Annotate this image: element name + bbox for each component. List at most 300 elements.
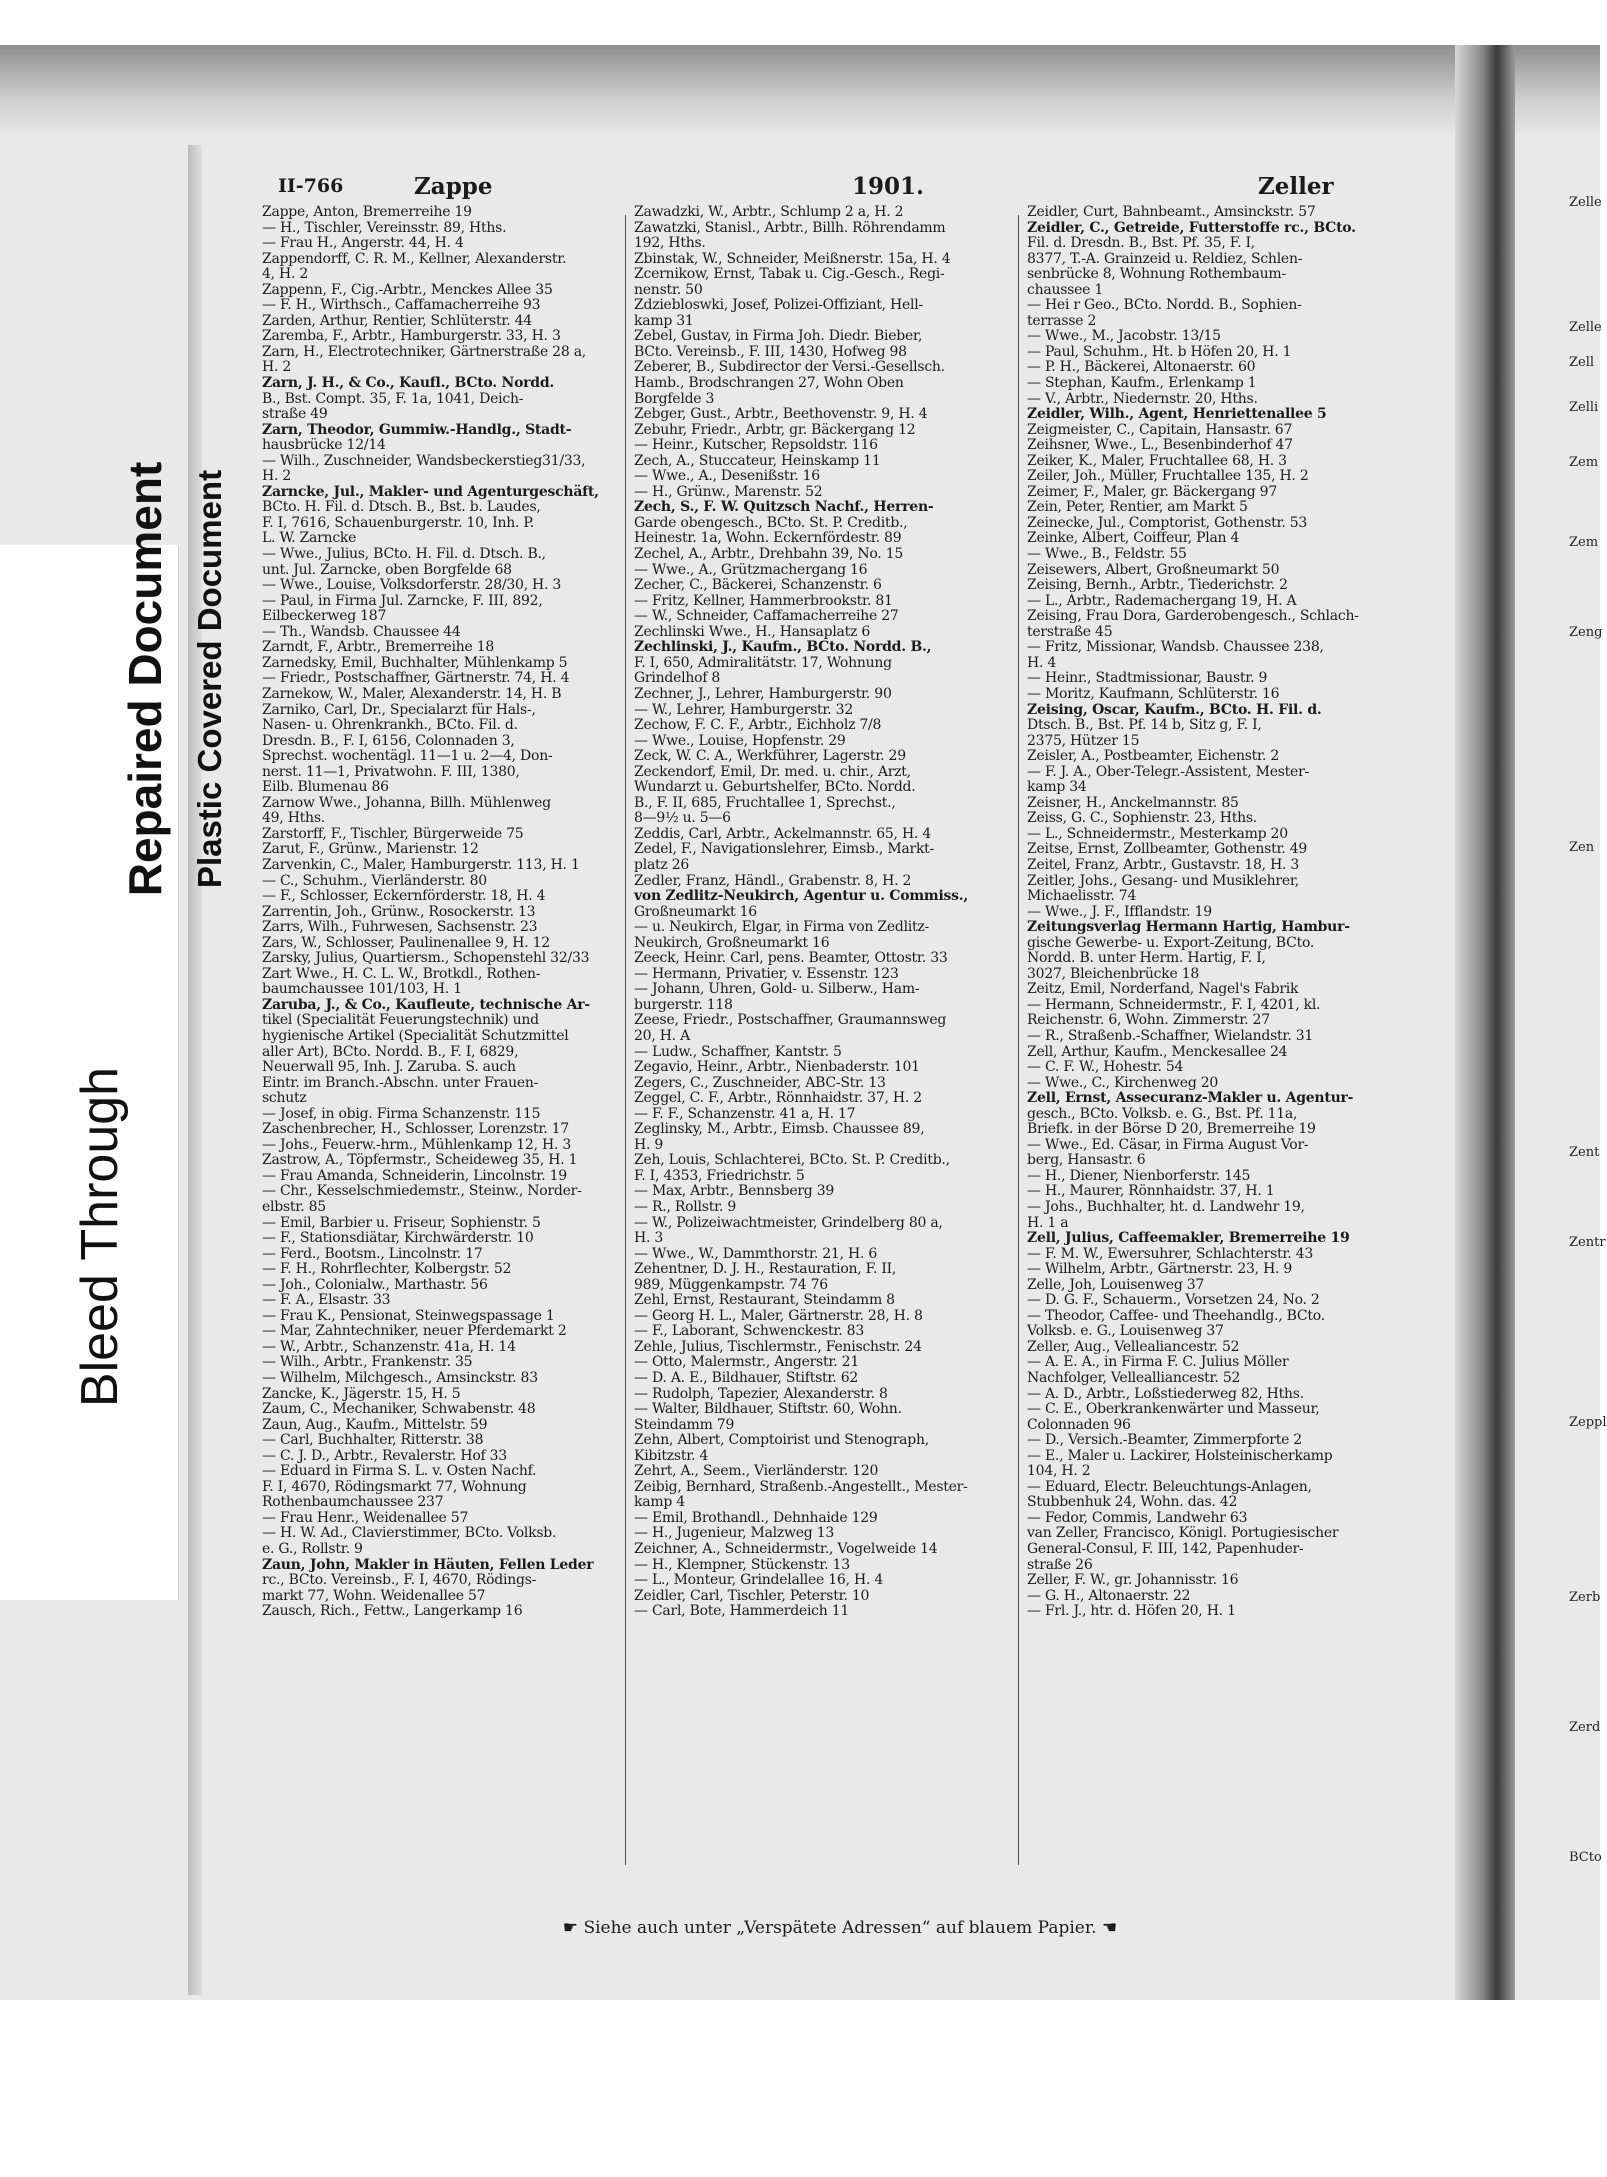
directory-line: — Wwe., C., Kirchenweg 20 bbox=[1027, 1074, 1219, 1091]
directory-line: Zechner, J., Lehrer, Hamburgerstr. 90 bbox=[634, 685, 892, 702]
directory-line: kamp 4 bbox=[634, 1494, 685, 1511]
directory-line: Dresdn. B., F. I, 6156, Colonnaden 3, bbox=[262, 732, 515, 749]
directory-line: Zaruba, J., & Co., Kaufleute, technische Ar- bbox=[262, 996, 590, 1013]
directory-line: Zeller, F. W., gr. Johannisstr. 16 bbox=[1027, 1572, 1239, 1589]
directory-line: Grindelhof 8 bbox=[634, 670, 721, 687]
directory-line: Zawatzki, Stanisl., Arbtr., Billh. Röhrendamm bbox=[634, 219, 946, 236]
directory-line: schutz bbox=[262, 1090, 307, 1107]
directory-line: Zarnow Wwe., Johanna, Billh. Mühlenweg bbox=[262, 794, 551, 811]
directory-line: H. 1 a bbox=[1027, 1214, 1069, 1231]
directory-line: — F., Laborant, Schwenckestr. 83 bbox=[634, 1323, 864, 1340]
directory-line: Zeisner, H., Anckelmannstr. 85 bbox=[1027, 794, 1239, 811]
directory-line: Zeichner, A., Schneidermstr., Vogelweide 14 bbox=[634, 1541, 938, 1558]
directory-line: Reichenstr. 6, Wohn. Zimmerstr. 27 bbox=[1027, 1012, 1270, 1029]
page-number: II-766 bbox=[278, 175, 344, 197]
directory-line: — F. M. W., Ewersuhrer, Schlachterstr. 43 bbox=[1027, 1245, 1314, 1262]
directory-line: Zell, Ernst, Assecuranz-Makler u. Agentur- bbox=[1027, 1090, 1354, 1107]
directory-line: Zawadzki, W., Arbtr., Schlump 2 a, H. 2 bbox=[634, 204, 904, 220]
directory-line: Zeck, W. C. A., Werkführer, Lagerstr. 29 bbox=[634, 748, 906, 765]
directory-line: F. I, 7616, Schauenburgerstr. 10, Inh. P. bbox=[262, 514, 534, 531]
right-keyword: Zeller bbox=[1258, 173, 1334, 200]
directory-line: Zeitungsverlag Hermann Hartig, Hambur- bbox=[1027, 919, 1350, 936]
directory-line: nenstr. 50 bbox=[634, 281, 703, 298]
directory-line: Zechow, F. C. F., Arbtr., Eichholz 7/8 bbox=[634, 717, 882, 734]
directory-line: terrasse 2 bbox=[1027, 312, 1097, 329]
directory-line: H. 4 bbox=[1027, 654, 1057, 671]
directory-line: — Heinr., Kutscher, Repsoldstr. 116 bbox=[634, 437, 878, 454]
directory-line: Zebel, Gustav, in Firma Joh. Diedr. Bieber, bbox=[634, 328, 923, 345]
directory-line: — F. F., Schanzenstr. 41 a, H. 17 bbox=[634, 1105, 856, 1122]
directory-line: Zaschenbrecher, H., Schlosser, Lorenzstr. 17 bbox=[262, 1121, 569, 1138]
column-rule bbox=[1018, 215, 1019, 1865]
directory-line: — Paul, in Firma Jul. Zarncke, F. III, 892, bbox=[262, 592, 543, 609]
directory-line: Zeckendorf, Emil, Dr. med. u. chir., Arzt, bbox=[634, 763, 911, 780]
directory-line: gesch., BCto. Volksb. e. G., Bst. Pf. 11a, bbox=[1027, 1105, 1298, 1122]
directory-line: — Fritz, Kellner, Hammerbrookstr. 81 bbox=[634, 592, 893, 609]
directory-line: — Chr., Kesselschmiedemstr., Steinw., Norder- bbox=[262, 1183, 582, 1200]
directory-line: — Th., Wandsb. Chaussee 44 bbox=[262, 623, 461, 640]
directory-line: — Carl, Bote, Hammerdeich 11 bbox=[634, 1603, 850, 1620]
directory-line: Zeggel, C. F., Arbtr., Rönnhaidstr. 37, H. 2 bbox=[634, 1090, 922, 1107]
directory-line: Wundarzt u. Geburtshelfer, BCto. Nordd. bbox=[634, 779, 916, 796]
directory-line: Hamb., Brodschrangen 27, Wohn Oben bbox=[634, 375, 904, 392]
directory-line: Borgfelde 3 bbox=[634, 390, 715, 407]
directory-line: baumchaussee 101/103, H. 1 bbox=[262, 981, 462, 998]
directory-line: Zell, Julius, Caffeemakler, Bremerreihe 19 bbox=[1027, 1230, 1350, 1247]
directory-line: terstraße 45 bbox=[1027, 623, 1113, 640]
directory-line: — Hermann, Schneidermstr., F. I, 4201, kl. bbox=[1027, 996, 1321, 1013]
directory-line: Zappe, Anton, Bremerreihe 19 bbox=[262, 204, 472, 220]
directory-line: — Wwe., A., Desenißstr. 16 bbox=[634, 468, 820, 485]
directory-line: Nasen- u. Ohrenkrankh., BCto. Fil. d. bbox=[262, 717, 518, 734]
directory-line: Zeidler, C., Getreide, Futterstoffe rc., BCto. bbox=[1027, 219, 1356, 236]
directory-line: Zeinecke, Jul., Comptorist, Gothenstr. 53 bbox=[1027, 514, 1308, 531]
directory-line: — W., Lehrer, Hamburgerstr. 32 bbox=[634, 701, 853, 718]
directory-line: — Walter, Bildhauer, Stiftstr. 60, Wohn. bbox=[634, 1401, 902, 1418]
directory-line: — u. Neukirch, Elgar, in Firma von Zedlitz- bbox=[634, 919, 930, 936]
directory-line: Zeigmeister, C., Capitain, Hansastr. 67 bbox=[1027, 421, 1293, 438]
directory-line: Stubbenhuk 24, Wohn. das. 42 bbox=[1027, 1494, 1238, 1511]
facing-page-fragment: Zeppl bbox=[1569, 1415, 1607, 1430]
directory-line: BCto. Vereinsb., F. III, 1430, Hofweg 98 bbox=[634, 343, 907, 360]
directory-line: Zarn, H., Electrotechniker, Gärtnerstraße 28 a, bbox=[262, 343, 586, 360]
directory-line: Zech, A., Stuccateur, Heinskamp 11 bbox=[634, 452, 881, 469]
directory-line: Michaelisstr. 74 bbox=[1027, 888, 1137, 905]
directory-line: 20, H. A bbox=[634, 1027, 690, 1044]
directory-line: — R., Rollstr. 9 bbox=[634, 1199, 737, 1215]
directory-line: — F. J. A., Ober-Telegr.-Assistent, Mester- bbox=[1027, 763, 1309, 780]
directory-line: — Wilh., Zuschneider, Wandsbeckerstieg31/33, bbox=[262, 452, 586, 469]
directory-line: — Emil, Barbier u. Friseur, Sophienstr. 5 bbox=[262, 1214, 541, 1231]
directory-line: — C. J. D., Arbtr., Revalerstr. Hof 33 bbox=[262, 1447, 507, 1464]
directory-line: — Wilh., Arbtr., Frankenstr. 35 bbox=[262, 1354, 473, 1371]
directory-line: Neuerwall 95, Inh. J. Zaruba. S. auch bbox=[262, 1059, 516, 1076]
directory-line: Zancke, K., Jägerstr. 15, H. 5 bbox=[262, 1385, 461, 1402]
directory-line: — Hermann, Privatier, v. Essenstr. 123 bbox=[634, 965, 899, 982]
directory-line: BCto. H. Fil. d. Dtsch. B., Bst. b. Laudes, bbox=[262, 499, 541, 516]
directory-line: — Frau Henr., Weidenallee 57 bbox=[262, 1509, 469, 1526]
directory-line: Zell, Arthur, Kaufm., Menckesallee 24 bbox=[1027, 1043, 1288, 1060]
directory-line: — Frl. J., htr. d. Höfen 20, H. 1 bbox=[1027, 1603, 1236, 1620]
directory-line: 989, Müggenkampstr. 74 76 bbox=[634, 1276, 828, 1293]
directory-line: Zbinstak, W., Schneider, Meißnerstr. 15a, H. 4 bbox=[634, 250, 951, 267]
directory-line: Sprechst. wochentägl. 11—1 u. 2—4, Don- bbox=[262, 748, 553, 765]
directory-line: — E., Maler u. Lackirer, Holsteinischerkamp bbox=[1027, 1447, 1333, 1464]
directory-line: — Carl, Buchhalter, Ritterstr. 38 bbox=[262, 1432, 484, 1449]
directory-line: — F., Stationsdiätar, Kirchwärderstr. 10 bbox=[262, 1230, 534, 1247]
directory-line: — R., Straßenb.-Schaffner, Wielandstr. 31 bbox=[1027, 1027, 1314, 1044]
directory-line: General-Consul, F. III, 142, Papenhuder- bbox=[1027, 1541, 1304, 1558]
directory-line: Zeitz, Emil, Norderfand, Nagel's Fabrik bbox=[1027, 981, 1299, 998]
directory-line: — Mar, Zahntechniker, neuer Pferdemarkt 2 bbox=[262, 1323, 567, 1340]
footer-text: Siehe auch unter „Verspätete Adressen“ auf blauem Papier. bbox=[583, 1918, 1097, 1938]
directory-line: — Fedor, Commis, Landwehr 63 bbox=[1027, 1509, 1248, 1526]
directory-line: — D. A. E., Bildhauer, Stiftstr. 62 bbox=[634, 1370, 859, 1387]
directory-line: Zaun, John, Makler in Häuten, Fellen Leder bbox=[262, 1556, 594, 1573]
directory-line: Eintr. im Branch.-Abschn. unter Frauen- bbox=[262, 1074, 539, 1091]
directory-line: — Max, Arbtr., Bennsberg 39 bbox=[634, 1183, 835, 1200]
facing-page-fragment: Zelli bbox=[1569, 400, 1599, 415]
directory-line: L. W. Zarncke bbox=[262, 530, 357, 547]
directory-line: — A. D., Arbtr., Loßstiederweg 82, Hths. bbox=[1027, 1385, 1304, 1402]
directory-line: Zeimer, F., Maler, gr. Bäckergang 97 bbox=[1027, 483, 1277, 500]
directory-line: rc., BCto. Vereinsb., F. I, 4670, Rödings- bbox=[262, 1572, 537, 1589]
directory-line: — L., Arbtr., Rademachergang 19, H. A bbox=[1027, 592, 1297, 609]
directory-line: Zeitse, Ernst, Zollbeamter, Gothenstr. 49 bbox=[1027, 841, 1308, 858]
facing-page-fragment: Zelle bbox=[1569, 320, 1602, 335]
directory-line: Zeinke, Albert, Coiffeur, Plan 4 bbox=[1027, 530, 1240, 547]
directory-line: Zeidler, Wilh., Agent, Henriettenallee 5 bbox=[1027, 406, 1327, 423]
directory-line: — Johann, Uhren, Gold- u. Silberw., Ham- bbox=[634, 981, 920, 998]
directory-line: — Rudolph, Tapezier, Alexanderstr. 8 bbox=[634, 1385, 888, 1402]
directory-line: Zarncke, Jul., Makler- und Agenturgeschäft, bbox=[262, 483, 599, 500]
directory-line: Zarden, Arthur, Rentier, Schlüterstr. 44 bbox=[262, 312, 532, 329]
directory-line: B., Bst. Compt. 35, F. 1a, 1041, Deich- bbox=[262, 390, 524, 407]
directory-line: Zarndt, F., Arbtr., Bremerreihe 18 bbox=[262, 639, 495, 656]
directory-line: — Hei r Geo., BCto. Nordd. B., Sophien- bbox=[1027, 297, 1302, 314]
directory-line: Zarsky, Julius, Quartiersm., Schopenstehl 32/33 bbox=[262, 950, 590, 967]
directory-line: Zarnedsky, Emil, Buchhalter, Mühlenkamp 5 bbox=[262, 654, 568, 671]
directory-line: H. 2 bbox=[262, 468, 292, 485]
directory-line: Zeese, Friedr., Postschaffner, Graumannsweg bbox=[634, 1012, 947, 1029]
directory-line: — H., Tischler, Vereinsstr. 89, Hths. bbox=[262, 219, 507, 236]
directory-line: Zecher, C., Bäckerei, Schanzenstr. 6 bbox=[634, 577, 882, 594]
directory-line: Zeglinsky, M., Arbtr., Eimsb. Chaussee 89, bbox=[634, 1121, 925, 1138]
directory-line: Zarniko, Carl, Dr., Specialarzt für Hals-, bbox=[262, 701, 536, 718]
directory-line: Zarrentin, Joh., Grünw., Rosockerstr. 13 bbox=[262, 903, 536, 920]
directory-line: — F. H., Rohrflechter, Kolbergstr. 52 bbox=[262, 1261, 512, 1278]
directory-line: — Stephan, Kaufm., Erlenkamp 1 bbox=[1027, 375, 1257, 392]
directory-line: berg, Hansastr. 6 bbox=[1027, 1152, 1146, 1169]
directory-line: Zechlinski, J., Kaufm., BCto. Nordd. B., bbox=[634, 639, 932, 656]
directory-line: — Wwe., W., Dammthorstr. 21, H. 6 bbox=[634, 1245, 877, 1262]
directory-line: Zeising, Frau Dora, Garderobengesch., Schlach- bbox=[1027, 608, 1359, 625]
directory-line: Rothenbaumchaussee 237 bbox=[262, 1494, 444, 1511]
directory-line: F. I, 4353, Friedrichstr. 5 bbox=[634, 1167, 805, 1184]
directory-line: — Ludw., Schaffner, Kantstr. 5 bbox=[634, 1043, 842, 1060]
directory-line: — Otto, Malermstr., Angerstr. 21 bbox=[634, 1354, 859, 1371]
directory-line: — Theodor, Caffee- und Theehandlg., BCto. bbox=[1027, 1307, 1325, 1324]
directory-line: Zaum, C., Mechaniker, Schwabenstr. 48 bbox=[262, 1401, 536, 1418]
directory-line: — Wilhelm, Arbtr., Gärtnerstr. 23, H. 9 bbox=[1027, 1261, 1293, 1278]
directory-line: 8—9½ u. 5—6 bbox=[634, 810, 731, 827]
directory-line: — W., Polizeiwachtmeister, Grindelberg 80 a, bbox=[634, 1214, 943, 1231]
directory-line: Volksb. e. G., Louisenweg 37 bbox=[1027, 1323, 1224, 1340]
directory-line: Zeiker, K., Maler, Fruchtallee 68, H. 3 bbox=[1027, 452, 1287, 469]
directory-line: — H. W. Ad., Clavierstimmer, BCto. Volksb. bbox=[262, 1525, 557, 1542]
directory-line: Zdziebloswki, Josef, Polizei-Offiziant, Hell- bbox=[634, 297, 923, 314]
directory-line: — Wwe., Ed. Cäsar, in Firma August Vor- bbox=[1027, 1136, 1309, 1153]
directory-line: — C. F. W., Hohestr. 54 bbox=[1027, 1059, 1184, 1076]
directory-line: — Moritz, Kaufmann, Schlüterstr. 16 bbox=[1027, 685, 1280, 702]
directory-line: Fil. d. Dresdn. B., Bst. Pf. 35, F. I, bbox=[1027, 235, 1255, 252]
directory-line: von Zedlitz-Neukirch, Agentur u. Commiss., bbox=[634, 888, 969, 905]
directory-line: 49, Hths. bbox=[262, 810, 325, 827]
directory-line: — Wwe., A., Grützmachergang 16 bbox=[634, 561, 868, 578]
directory-line: Zeiss, G. C., Sophienstr. 23, Hths. bbox=[1027, 810, 1258, 827]
directory-line: unt. Jul. Zarncke, oben Borgfelde 68 bbox=[262, 561, 512, 578]
directory-line: straße 49 bbox=[262, 406, 328, 423]
footer-note bbox=[520, 1918, 1160, 1938]
directory-line: chaussee 1 bbox=[1027, 281, 1104, 298]
directory-line: Zegavio, Heinr., Arbtr., Nienbaderstr. 101 bbox=[634, 1059, 920, 1076]
directory-line: Zeitler, Johs., Gesang- und Musiklehrer, bbox=[1027, 872, 1299, 889]
directory-line: — Wwe., M., Jacobstr. 13/15 bbox=[1027, 328, 1221, 345]
directory-line: — F. H., Wirthsch., Caffamacherreihe 93 bbox=[262, 297, 541, 314]
directory-line: — P. H., Bäckerei, Altonaerstr. 60 bbox=[1027, 359, 1256, 376]
directory-line: Zein, Peter, Rentier, am Markt 5 bbox=[1027, 499, 1248, 516]
directory-line: H. 9 bbox=[634, 1136, 664, 1153]
directory-line: van Zeller, Francisco, Königl. Portugiesischer bbox=[1027, 1525, 1339, 1542]
directory-column-1 bbox=[262, 205, 622, 1905]
directory-line: straße 26 bbox=[1027, 1556, 1093, 1573]
book-spine bbox=[1455, 45, 1515, 2000]
directory-line: 3027, Bleichenbrücke 18 bbox=[1027, 965, 1200, 982]
directory-line: Zaun, Aug., Kaufm., Mittelstr. 59 bbox=[262, 1416, 488, 1433]
directory-line: — Frau H., Angerstr. 44, H. 4 bbox=[262, 235, 464, 252]
directory-line: Zechel, A., Arbtr., Drehbahn 39, No. 15 bbox=[634, 546, 904, 563]
facing-page-strip bbox=[1565, 195, 1607, 1955]
directory-line: — Friedr., Postschaffner, Gärtnerstr. 74, H. 4 bbox=[262, 670, 570, 687]
directory-line: — Eduard, Electr. Beleuchtungs-Anlagen, bbox=[1027, 1478, 1312, 1495]
facing-page-fragment: Zell bbox=[1569, 355, 1595, 370]
directory-line: Zappenn, F., Cig.-Arbtr., Menckes Allee 35 bbox=[262, 281, 553, 298]
directory-line: elbstr. 85 bbox=[262, 1199, 326, 1215]
directory-line: Zechlinski Wwe., H., Hansaplatz 6 bbox=[634, 623, 871, 640]
directory-line: — G. H., Altonaerstr. 22 bbox=[1027, 1587, 1191, 1604]
annotation-label-block bbox=[93, 409, 271, 949]
directory-line: — L., Monteur, Grindelallee 16, H. 4 bbox=[634, 1572, 884, 1589]
directory-line: — Wilhelm, Milchgesch., Amsinckstr. 83 bbox=[262, 1370, 538, 1387]
directory-line: Nachfolger, Vellealliancestr. 52 bbox=[1027, 1370, 1241, 1387]
directory-line: Zehentner, D. J. H., Restauration, F. II, bbox=[634, 1261, 897, 1278]
directory-line: — Wwe., J. F., Ifflandstr. 19 bbox=[1027, 903, 1212, 920]
directory-line: Zeising, Oscar, Kaufm., BCto. H. Fil. d. bbox=[1027, 701, 1322, 718]
facing-page-fragment: Zelle bbox=[1569, 195, 1602, 210]
directory-line: — H., Klempner, Stückenstr. 13 bbox=[634, 1556, 850, 1573]
directory-line: — Frau K., Pensionat, Steinwegspassage 1 bbox=[262, 1307, 555, 1324]
directory-line: Zehle, Julius, Tischlermstr., Fenischstr. 24 bbox=[634, 1338, 922, 1355]
directory-line: Zarstorff, F., Tischler, Bürgerweide 75 bbox=[262, 825, 524, 842]
directory-line: 8377, T.-A. Grainzeid u. Reldiez, Schlen- bbox=[1027, 250, 1303, 267]
directory-line: Zech, S., F. W. Quitzsch Nachf., Herren- bbox=[634, 499, 934, 516]
directory-line: — L., Schneidermstr., Mesterkamp 20 bbox=[1027, 825, 1288, 842]
directory-line: Zarn, Theodor, Gummiw.-Handlg., Stadt- bbox=[262, 421, 572, 438]
directory-line: F. I, 4670, Rödingsmarkt 77, Wohnung bbox=[262, 1478, 527, 1495]
directory-line: Briefk. in der Börse D 20, Bremerreihe 19 bbox=[1027, 1121, 1316, 1138]
directory-line: — H., Grünw., Marenstr. 52 bbox=[634, 483, 823, 500]
directory-line: Zeisler, A., Postbeamter, Eichenstr. 2 bbox=[1027, 748, 1280, 765]
directory-line: markt 77, Wohn. Weidenallee 57 bbox=[262, 1587, 486, 1604]
directory-line: — Wwe., Louise, Hopfenstr. 29 bbox=[634, 732, 846, 749]
directory-line: — Wwe., B., Feldstr. 55 bbox=[1027, 546, 1187, 563]
directory-line: Zelle, Joh, Louisenweg 37 bbox=[1027, 1276, 1205, 1293]
facing-page-fragment: Zentr bbox=[1569, 1235, 1606, 1250]
directory-line: Zeitel, Franz, Arbtr., Gustavstr. 18, H. 3 bbox=[1027, 856, 1300, 873]
directory-line: — C., Schuhm., Vierländerstr. 80 bbox=[262, 872, 487, 889]
directory-line: Zeddis, Carl, Arbtr., Ackelmannstr. 65, H. 4 bbox=[634, 825, 931, 842]
directory-line: Zeller, Aug., Vellealiancestr. 52 bbox=[1027, 1338, 1240, 1355]
directory-column-2 bbox=[634, 205, 994, 1905]
directory-line: e. G., Rollstr. 9 bbox=[262, 1541, 363, 1558]
pointing-hand-icon: ☚ bbox=[1096, 1918, 1118, 1938]
directory-line: — Georg H. L., Maler, Gärtnerstr. 28, H. 8 bbox=[634, 1307, 923, 1324]
directory-line: — F. A., Elsastr. 33 bbox=[262, 1292, 391, 1309]
directory-line: Zebger, Gust., Arbtr., Beethovenstr. 9, H. 4 bbox=[634, 406, 928, 423]
directory-line: senbrücke 8, Wohnung Rothembaum- bbox=[1027, 266, 1286, 283]
directory-line: Zedel, F., Navigationslehrer, Eimsb., Markt- bbox=[634, 841, 935, 858]
directory-line: Zars, W., Schlosser, Paulinenallee 9, H. 12 bbox=[262, 934, 550, 951]
directory-line: Zeidler, Carl, Tischler, Peterstr. 10 bbox=[634, 1587, 870, 1604]
directory-line: Zeberer, B., Subdirector der Versi.-Gesellsch. bbox=[634, 359, 945, 376]
directory-line: Zeihsner, Wwe., L., Besenbinderhof 47 bbox=[1027, 437, 1293, 454]
directory-line: 104, H. 2 bbox=[1027, 1463, 1091, 1480]
directory-line: — Paul, Schuhm., Ht. b Höfen 20, H. 1 bbox=[1027, 343, 1292, 360]
directory-line: H. 3 bbox=[634, 1230, 664, 1247]
directory-line: Kibitzstr. 4 bbox=[634, 1447, 709, 1464]
column-rule bbox=[625, 215, 626, 1865]
directory-line: — H., Jugenieur, Malzweg 13 bbox=[634, 1525, 835, 1542]
left-keyword: Zappe bbox=[414, 173, 493, 200]
label-repaired: Repaired Document bbox=[119, 461, 171, 897]
directory-line: Großneumarkt 16 bbox=[634, 903, 757, 920]
directory-line: — Eduard in Firma S. L. v. Osten Nachf. bbox=[262, 1463, 537, 1480]
directory-line: Garde obengesch., BCto. St. P. Creditb., bbox=[634, 514, 908, 531]
facing-page-fragment: Zerb bbox=[1569, 1590, 1601, 1605]
directory-line: — F., Schlosser, Eckernförderstr. 18, H. 4 bbox=[262, 888, 546, 905]
directory-line: Eilbeckerweg 187 bbox=[262, 608, 387, 625]
directory-line: kamp 34 bbox=[1027, 779, 1087, 796]
directory-line: Heinestr. 1a, Wohn. Eckernfördestr. 89 bbox=[634, 530, 902, 547]
directory-line: Zebuhr, Friedr., Arbtr, gr. Bäckergang 12 bbox=[634, 421, 916, 438]
directory-line: Zedler, Franz, Händl., Grabenstr. 8, H. 2 bbox=[634, 872, 912, 889]
directory-line: Zehrt, A., Seem., Vierländerstr. 120 bbox=[634, 1463, 879, 1480]
year: 1901. bbox=[851, 173, 925, 200]
facing-page-fragment: Zerd bbox=[1569, 1720, 1601, 1735]
directory-line: Steindamm 79 bbox=[634, 1416, 735, 1433]
directory-line: — W., Arbtr., Schanzenstr. 41a, H. 14 bbox=[262, 1338, 516, 1355]
label-bleed-through: Bleed Through bbox=[71, 1066, 129, 1408]
directory-line: — A. E. A., in Firma F. C. Julius Möller bbox=[1027, 1354, 1289, 1371]
directory-line: — H., Diener, Nienborferstr. 145 bbox=[1027, 1167, 1251, 1184]
directory-line: — Wwe., Julius, BCto. H. Fil. d. Dtsch. B., bbox=[262, 546, 546, 563]
directory-line: — H., Maurer, Rönnhaidstr. 37, H. 1 bbox=[1027, 1183, 1275, 1200]
directory-line: Zaremba, F., Arbtr., Hamburgerstr. 33, H. 3 bbox=[262, 328, 561, 345]
directory-line: Dtsch. B., Bst. Pf. 14 b, Sitz g, F. I, bbox=[1027, 717, 1262, 734]
directory-line: H. 2 bbox=[262, 359, 292, 376]
directory-line: 4, H. 2 bbox=[262, 266, 309, 283]
pointing-hand-icon: ☛ bbox=[562, 1918, 584, 1938]
directory-line: Nordd. B. unter Herm. Hartig, F. I, bbox=[1027, 950, 1266, 967]
facing-page-fragment: Zem bbox=[1569, 455, 1599, 470]
directory-line: — D., Versich.-Beamter, Zimmerpforte 2 bbox=[1027, 1432, 1302, 1449]
directory-line: Zeiler, Joh., Müller, Fruchtallee 135, H. 2 bbox=[1027, 468, 1309, 485]
directory-line: Zeeck, Heinr. Carl, pens. Beamter, Ottostr. 33 bbox=[634, 950, 948, 967]
directory-column-3 bbox=[1027, 205, 1387, 1905]
directory-line: — Ferd., Bootsm., Lincolnstr. 17 bbox=[262, 1245, 483, 1262]
facing-page-fragment: Zen bbox=[1569, 840, 1595, 855]
directory-line: Zarrs, Wilh., Fuhrwesen, Sachsenstr. 23 bbox=[262, 919, 538, 936]
directory-line: B., F. II, 685, Fruchtallee 1, Sprechst., bbox=[634, 794, 896, 811]
directory-line: F. I, 650, Admiralitätstr. 17, Wohnung bbox=[634, 654, 892, 671]
facing-page-fragment: Zent bbox=[1569, 1145, 1600, 1160]
directory-line: Zarn, J. H., & Co., Kaufl., BCto. Nordd. bbox=[262, 375, 554, 392]
directory-line: Neukirch, Großneumarkt 16 bbox=[634, 934, 830, 951]
directory-line: — C. E., Oberkrankenwärter und Masseur, bbox=[1027, 1401, 1320, 1418]
directory-line: aller Art), BCto. Nordd. B., F. I, 6829, bbox=[262, 1043, 519, 1060]
label-plastic: Plastic Covered Document bbox=[191, 469, 228, 889]
directory-line: Zarut, F., Grünw., Marienstr. 12 bbox=[262, 841, 479, 858]
directory-line: 192, Hths. bbox=[634, 235, 706, 252]
directory-line: Zappendorff, C. R. M., Kellner, Alexanderstr. bbox=[262, 250, 567, 267]
directory-line: Zarnekow, W., Maler, Alexanderstr. 14, H. B bbox=[262, 685, 562, 702]
directory-line: Zehl, Ernst, Restaurant, Steindamm 8 bbox=[634, 1292, 895, 1309]
directory-line: hygienische Artikel (Specialität Schutzmittel bbox=[262, 1027, 569, 1044]
directory-line: — Emil, Brothandl., Dehnhaide 129 bbox=[634, 1509, 878, 1526]
directory-line: — Fritz, Missionar, Wandsb. Chaussee 238, bbox=[1027, 639, 1324, 656]
directory-line: Zeidler, Curt, Bahnbeamt., Amsinckstr. 57 bbox=[1027, 204, 1316, 220]
facing-page-fragment: Zeng bbox=[1569, 625, 1603, 640]
directory-line: — D. G. F., Schauerm., Vorsetzen 24, No. 2 bbox=[1027, 1292, 1320, 1309]
directory-line: nerst. 11—1, Privatwohn. F. III, 1380, bbox=[262, 763, 520, 780]
directory-line: platz 26 bbox=[634, 856, 690, 873]
facing-page-fragment: BCto bbox=[1569, 1850, 1602, 1865]
directory-line: — Wwe., Louise, Volksdorferstr. 28/30, H. 3 bbox=[262, 577, 562, 594]
directory-line: Zeising, Bernh., Arbtr., Tiederichstr. 2 bbox=[1027, 577, 1288, 594]
directory-line: Eilb. Blumenau 86 bbox=[262, 779, 389, 796]
directory-line: Zegers, C., Zuschneider, ABC-Str. 13 bbox=[634, 1074, 886, 1091]
scan-top-shadow bbox=[0, 45, 1600, 135]
directory-line: Zehn, Albert, Comptoirist und Stenograph, bbox=[634, 1432, 929, 1449]
directory-line: — Joh., Colonialw., Marthastr. 56 bbox=[262, 1276, 488, 1293]
directory-line: Zcernikow, Ernst, Tabak u. Cig.-Gesch., Regi- bbox=[634, 266, 945, 283]
directory-line: 2375, Hützer 15 bbox=[1027, 732, 1140, 749]
directory-line: Zausch, Rich., Fettw., Langerkamp 16 bbox=[262, 1603, 523, 1620]
directory-line: Zeh, Louis, Schlachterei, BCto. St. P. Creditb., bbox=[634, 1152, 950, 1169]
facing-page-fragment: Zem bbox=[1569, 535, 1599, 550]
directory-line: Zeibig, Bernhard, Straßenb.-Angestellt., Mester- bbox=[634, 1478, 968, 1495]
directory-line: — V., Arbtr., Niedernstr. 20, Hths. bbox=[1027, 390, 1258, 407]
directory-line: hausbrücke 12/14 bbox=[262, 437, 386, 454]
directory-line: Zeisewers, Albert, Großneumarkt 50 bbox=[1027, 561, 1280, 578]
directory-line: Colonnaden 96 bbox=[1027, 1416, 1131, 1433]
directory-line: gische Gewerbe- u. Export-Zeitung, BCto. bbox=[1027, 934, 1315, 951]
directory-line: kamp 31 bbox=[634, 312, 694, 329]
directory-line: Zart Wwe., H. C. L. W., Brotkdl., Rothen- bbox=[262, 965, 541, 982]
directory-line: — Johs., Feuerw.-hrm., Mühlenkamp 12, H. 3 bbox=[262, 1136, 572, 1153]
directory-line: — Josef, in obig. Firma Schanzenstr. 115 bbox=[262, 1105, 541, 1122]
directory-line: burgerstr. 118 bbox=[634, 996, 733, 1013]
